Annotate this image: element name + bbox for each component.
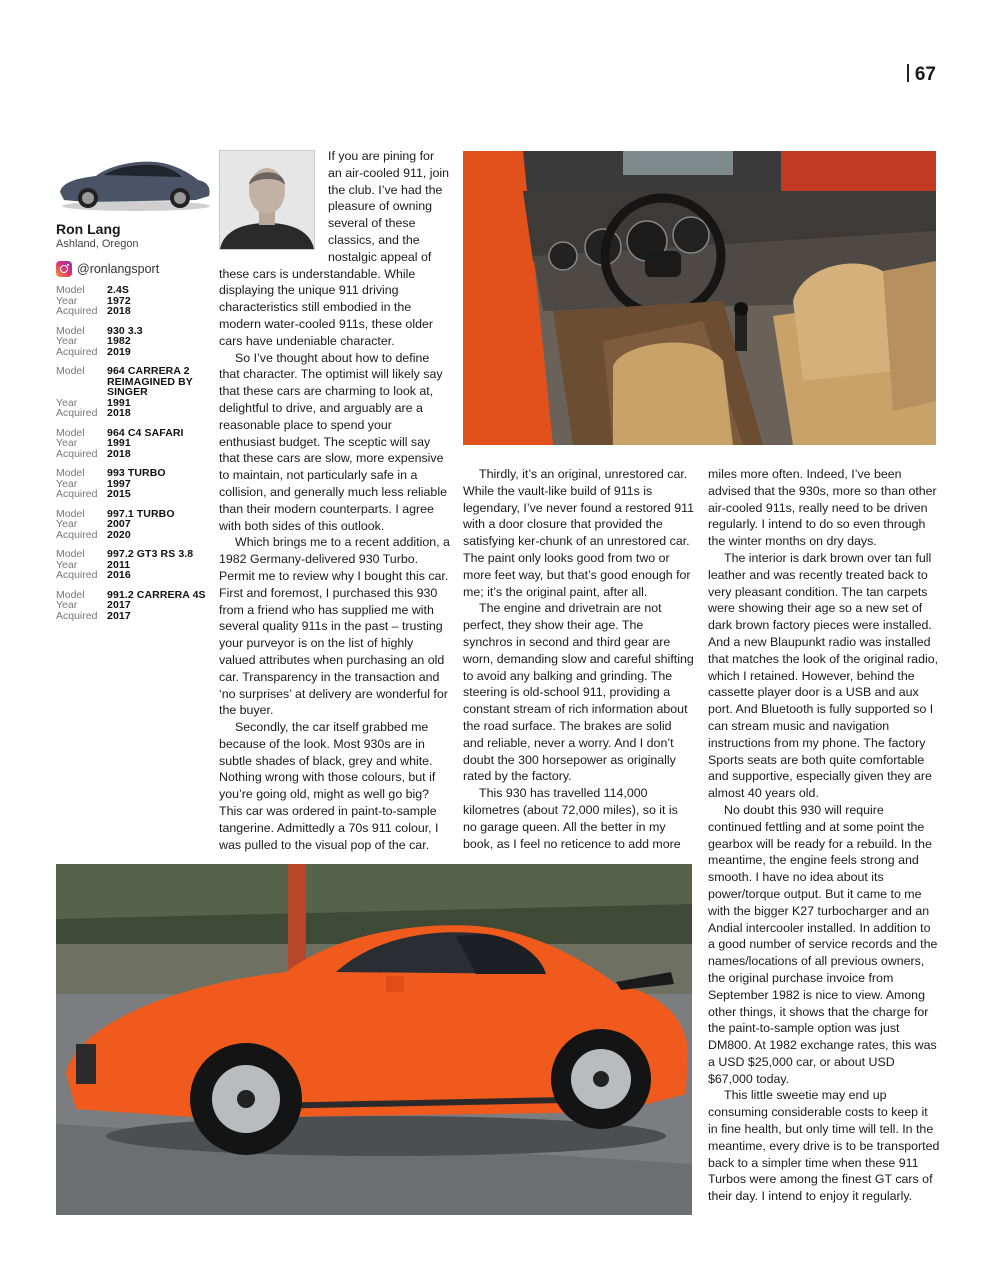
spec-value: 2019 [107, 345, 131, 358]
article-column-1 [219, 148, 451, 853]
spec-key: Model [56, 284, 85, 296]
car-spec-block [56, 285, 206, 317]
article-paragraph: Thirdly, it’s an original, unrestored car. While the vault-like build of 911s is legendary, I’ve never found a restored 911 with a door closure that provided the satisfying ker-chunk of an unrestored car. The paint only looks good from two or more feet way, but that’s good enough for me; it’s the original paint, after all. [463, 467, 694, 599]
spec-key: Year [56, 558, 78, 571]
spec-key: Year [56, 294, 78, 307]
spec-value: 997.1 TURBO [107, 507, 175, 520]
car-spec-row [56, 611, 206, 622]
car-spec-row [56, 489, 206, 500]
spec-value: 991.2 CARRERA 4S [107, 588, 206, 601]
spec-key: Acquired [56, 345, 98, 358]
spec-value: 1972 [107, 294, 131, 307]
spec-value: 2.4S [107, 284, 129, 296]
car-spec-block [56, 509, 206, 541]
car-spec-block [56, 468, 206, 500]
spec-key: Model [56, 507, 85, 520]
page-number: 67 [907, 64, 936, 86]
car-spec-row [56, 519, 206, 530]
car-spec-block [56, 428, 206, 460]
spec-value: 2018 [107, 305, 131, 317]
spec-value: REIMAGINED BY [107, 375, 193, 388]
article-paragraph: The engine and drivetrain are not perfect, they show their age. The synchros in second and third gear are worn, demanding slow and careful shifting to avoid any balking and grinding. The steering is old-school 911, providing a constant stream of rich information about the road surface. The brakes are solid and reliable, never a worry. And I don’t doubt the 300 horsepower as originally rated by the factory. [463, 601, 694, 784]
spec-key: Acquired [56, 447, 98, 460]
spec-value: SINGER [107, 386, 148, 398]
car-spec-row [56, 600, 206, 611]
instagram-icon [56, 261, 72, 277]
spec-value: 2007 [107, 518, 131, 530]
grey-911-thumbnail [56, 148, 212, 212]
spec-key: Acquired [56, 488, 98, 500]
spec-value: 1991 [107, 437, 131, 449]
spec-value: 993 TURBO [107, 467, 166, 479]
spec-value: 1991 [107, 396, 131, 409]
car-spec-row [56, 428, 206, 439]
article-paragraph: This little sweetie may end up consuming considerable costs to keep it in fine health, but only time will tell. In the meantime, every drive is to be transported back to a simpler time when these 911 Turbos were among the finest GT cars of their day. I intend to enjoy it regularly. [708, 1088, 940, 1204]
spec-key: Acquired [56, 305, 98, 317]
article-paragraph: miles more often. Indeed, I’ve been advised that the 930s, more so than other air-cooled 911s, really need to be driven regularly. I intend to do so even through the winter months on dry days. [708, 467, 937, 549]
spec-value: 2018 [107, 407, 131, 419]
car-spec-row [56, 306, 206, 317]
owner-sidebar [56, 148, 206, 630]
spec-value: 930 3.3 [107, 324, 143, 337]
spec-key: Acquired [56, 569, 98, 581]
instagram-handle[interactable]: @ronlangsport [56, 261, 206, 277]
spec-key: Model [56, 365, 85, 377]
car-spec-block [56, 366, 206, 419]
spec-key [56, 377, 107, 388]
spec-value: 2020 [107, 528, 131, 541]
car-spec-block [56, 549, 206, 581]
interior-photo [463, 151, 936, 445]
car-spec-block [56, 326, 206, 358]
spec-key: Acquired [56, 609, 98, 622]
spec-key: Model [56, 467, 85, 479]
spec-key: Year [56, 518, 78, 530]
article-column-3 [708, 466, 940, 1205]
spec-value: 2015 [107, 488, 131, 500]
article-paragraph: No doubt this 930 will require continued fettling and at some point the gearbox will be ready for a rebuild. In the meantime, the engine feels strong and smooth. I have no idea about its power/torque output. But it came to me with the bigger K27 turbocharger and an Andial intercooler installed. In addition to a good number of service records and the names/locations of all previous owners, the original purchase invoice from September 1982 is nice to view. Among other things, it shows that the charge for the paint-to-sample option was just DM800. At 1982 exchange rates, this was a USD $25,000 car, or about USD $67,000 today. [708, 802, 938, 1086]
article-paragraph: The interior is dark brown over tan full leather and was recently treated back to very pleasant condition. The tan carpets were showing their age so a new set of dark brown factory pieces were installed. And a new Blaupunkt radio was installed that matches the look of the original radio, which I retained. However, behind the cassette player door is a USB and aux port. And Bluetooth is fully supported so I can stream music and navigation instructions from my phone. The factory Sports seats are both quite comfortable and supportive, especially given they are almost 40 years old. [708, 550, 939, 801]
car-spec-row [56, 336, 206, 347]
car-spec-row [56, 366, 206, 377]
spec-value: 964 C4 SAFARI [107, 426, 184, 439]
spec-value: 1982 [107, 335, 131, 347]
car-spec-row [56, 347, 206, 358]
car-spec-row [56, 570, 206, 581]
article-paragraph: Which brings me to a recent addition, a 1982 Germany-delivered 930 Turbo. Permit me to review why I bought this car. First and foremost, I purchased this 930 from a friend who has supplied me with several quality 911s in the past – trusting your purveyor is on the list of highly valued attributes when purchasing an old car. Transparency in the transaction and ‘no surprises’ at delivery are wonderful for the buyer. [219, 535, 450, 718]
car-spec-block [56, 590, 206, 622]
car-spec-row [56, 449, 206, 460]
spec-key: Year [56, 437, 78, 449]
article-paragraph: So I’ve thought about how to define that character. The optimist will likely say that these cars are charming to look at, delightful to drive, and arguably are a reasonable place to spend your enthusiast budget. The sceptic will say that these cars are slow, more expensive to maintain, not particularly safe in a collision, and generally much less reliable than their modern counterparts. I agree with both sides of this outlook. [219, 350, 447, 533]
owner-location: Ashland, Oregon [56, 238, 139, 250]
spec-value: 2018 [107, 447, 131, 460]
spec-key: Year [56, 599, 78, 611]
spec-value: 997.2 GT3 RS 3.8 [107, 548, 194, 560]
article-column-2 [463, 466, 695, 852]
spec-key [56, 387, 107, 398]
spec-value: 2011 [107, 558, 131, 571]
spec-key: Model [56, 548, 85, 560]
spec-key: Year [56, 396, 78, 409]
car-collection-list [56, 285, 206, 621]
car-spec-row [56, 549, 206, 560]
exterior-car-photo [56, 864, 692, 1215]
spec-value: 2016 [107, 569, 131, 581]
car-spec-row [56, 326, 206, 337]
article-paragraph: This 930 has travelled 114,000 kilometres (about 72,000 miles), so it is no garage queen. All the better in my book, as I feel no reticence to add more [463, 786, 681, 851]
owner-name: Ron Lang [56, 221, 121, 237]
spec-key: Model [56, 324, 85, 337]
car-spec-row [56, 408, 206, 419]
spec-value: 964 CARRERA 2 [107, 365, 190, 377]
car-spec-row [56, 438, 206, 449]
author-portrait [219, 150, 315, 250]
car-spec-row [56, 468, 206, 479]
article-paragraph: Secondly, the car itself grabbed me because of the look. Most 930s are in subtle shades of black, grey and white. Nothing wrong with those colours, but if you’re going old, might as well go big? This car was ordered in paint-to-sample tangerine. Admittedly a 70s 911 colour, I was pulled to the visual pop of the car. [219, 720, 439, 852]
spec-value: 2017 [107, 599, 131, 611]
spec-key: Year [56, 477, 78, 490]
spec-value: 1997 [107, 477, 131, 490]
car-spec-row [56, 387, 206, 398]
article-paragraph: If you are pining for an air-cooled 911, join the club. I’ve had the pleasure of owning several of these classics, and the nostalgic appeal of these cars is understandable. While displaying the unique 911 driving characteristics still embodied in the modern water-cooled 911s, these older cars have undeniable character. [219, 149, 450, 348]
car-spec-row [56, 590, 206, 601]
car-spec-row [56, 530, 206, 541]
spec-key: Year [56, 335, 78, 347]
spec-key: Model [56, 426, 85, 439]
spec-key: Acquired [56, 407, 98, 419]
car-spec-row [56, 285, 206, 296]
spec-value: 2017 [107, 609, 131, 622]
spec-key: Acquired [56, 528, 98, 541]
spec-key: Model [56, 588, 85, 601]
car-spec-row [56, 509, 206, 520]
